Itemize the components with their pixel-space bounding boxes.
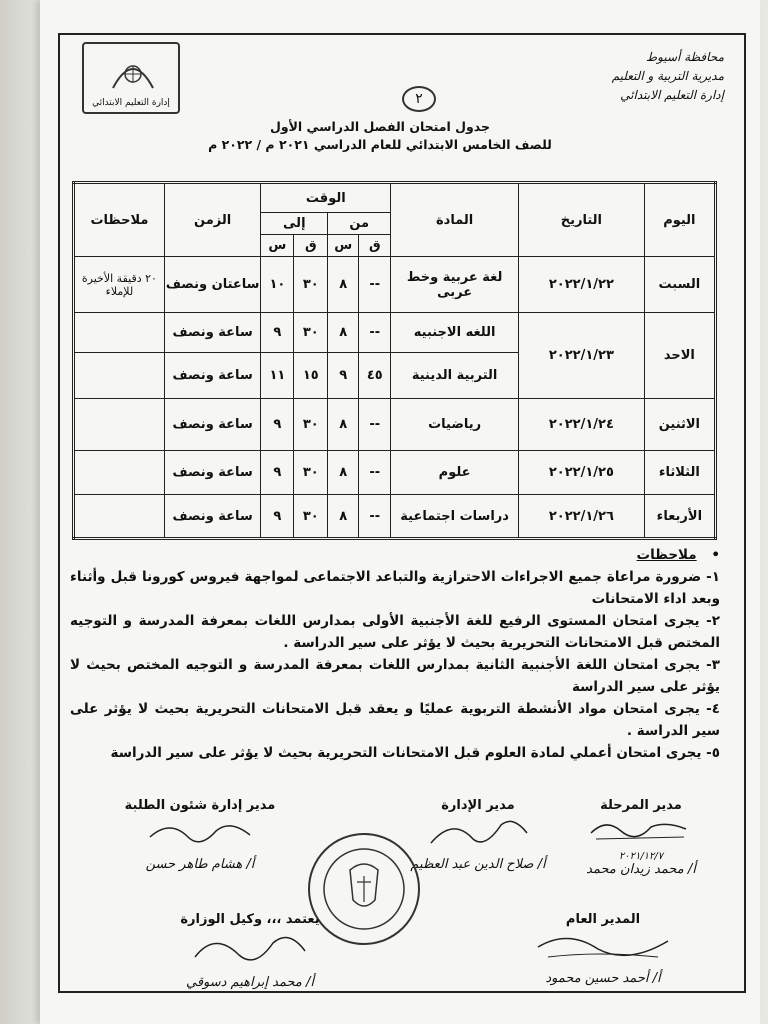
cell-from-s: ٩ xyxy=(328,353,359,399)
signature-name: أ/ صلاح الدين عبد العظيم xyxy=(410,857,546,872)
ministry-line: محافظة أسيوط xyxy=(646,50,724,64)
cell-from-s: ٨ xyxy=(328,451,359,495)
note-item: ٥- يجرى امتحان أعملي لمادة العلوم قبل الامتحانات التحريرية بحيث لا يؤثر على سير الدراسة xyxy=(110,745,720,761)
cell-subject: التربية الدينية xyxy=(391,353,519,399)
header-to: إلى xyxy=(261,213,328,235)
header-unit: ق xyxy=(359,235,391,257)
table-row xyxy=(74,313,716,353)
cell-note xyxy=(74,353,165,399)
header-notes: ملاحظات xyxy=(74,183,165,257)
handwritten-signature-icon xyxy=(423,813,533,853)
signature-title: مدير الإدارة xyxy=(441,798,515,813)
cell-day: السبت xyxy=(644,257,715,313)
table-row xyxy=(74,451,716,495)
handwritten-signature-icon xyxy=(586,813,696,847)
cell-subject: لغة عربية وخط عربى xyxy=(391,257,519,313)
header-time: الوقت xyxy=(261,183,391,213)
cell-to-s: ١١ xyxy=(261,353,294,399)
cell-note xyxy=(74,399,165,451)
cell-duration: ساعة ونصف xyxy=(164,353,261,399)
cell-to-q: ٣٠ xyxy=(294,313,328,353)
cell-to-q: ٣٠ xyxy=(294,399,328,451)
page-title xyxy=(200,118,560,154)
cell-from-q: -- xyxy=(359,495,391,539)
cell-duration: ساعة ونصف xyxy=(164,399,261,451)
cell-to-s: ٩ xyxy=(261,399,294,451)
cell-to-q: ٣٠ xyxy=(294,451,328,495)
cell-to-s: ٩ xyxy=(261,313,294,353)
header-subject: المادة xyxy=(391,183,519,257)
cell-note: ٢٠ دقيقة الأخيرة للإملاء xyxy=(74,257,165,313)
cell-day: الأربعاء xyxy=(644,495,715,539)
binder-edge xyxy=(0,0,40,1024)
cell-note xyxy=(74,451,165,495)
header-unit: ق xyxy=(294,235,328,257)
handwritten-signature-icon xyxy=(185,927,315,971)
cell-from-q: -- xyxy=(359,313,391,353)
cell-from-s: ٨ xyxy=(328,313,359,353)
cell-from-s: ٨ xyxy=(328,399,359,451)
cell-date: ٢٠٢٢/١/٢٢ xyxy=(519,257,645,313)
cell-day: الاثنين xyxy=(644,399,715,451)
cell-to-s: ٩ xyxy=(261,451,294,495)
ministry-line: إدارة التعليم الابتدائي xyxy=(620,88,724,102)
signature-name: أ/ محمد إبراهيم دسوقي xyxy=(186,975,314,990)
cell-to-q: ١٥ xyxy=(294,353,328,399)
cell-to-q: ٣٠ xyxy=(294,257,328,313)
table-row xyxy=(74,495,716,539)
cell-date: ٢٠٢٢/١/٢٤ xyxy=(519,399,645,451)
logo-text: إدارة التعليم الابتدائي xyxy=(92,98,170,108)
table-header-row xyxy=(74,183,716,213)
handwritten-signature-icon xyxy=(528,927,678,967)
signature-approval xyxy=(150,912,350,990)
cell-from-q: ٤٥ xyxy=(359,353,391,399)
cell-duration: ساعة ونصف xyxy=(164,451,261,495)
title-line-1: جدول امتحان الفصل الدراسي الأول xyxy=(269,119,491,134)
signature-name: أ/ محمد زيدان محمد xyxy=(586,862,696,877)
signature-student-affairs xyxy=(100,798,300,872)
cell-from-q: -- xyxy=(359,257,391,313)
cell-note xyxy=(74,495,165,539)
header-duration: الزمن xyxy=(164,183,261,257)
title-line-2: للصف الخامس الابتدائي للعام الدراسي ٢٠٢١ م / ٢٠٢٢ م xyxy=(208,137,552,152)
signature-title: مدير إدارة شئون الطلبة xyxy=(124,798,276,813)
directorate-logo xyxy=(82,42,180,114)
page-number: ٢ xyxy=(402,86,436,112)
cell-from-s: ٨ xyxy=(328,257,359,313)
signature-title: المدير العام xyxy=(565,912,641,927)
signature-name: أ/ هشام طاهر حسن xyxy=(145,857,255,872)
cell-to-s: ١٠ xyxy=(261,257,294,313)
exam-schedule-table xyxy=(72,181,717,540)
cell-date: ٢٠٢٢/١/٢٣ xyxy=(519,313,645,399)
header-day: اليوم xyxy=(644,183,715,257)
ministry-line: مديرية التربية و التعليم xyxy=(611,69,724,83)
cell-from-q: -- xyxy=(359,451,391,495)
cell-duration: ساعة ونصف xyxy=(164,495,261,539)
cell-from-s: ٨ xyxy=(328,495,359,539)
header-date: التاريخ xyxy=(519,183,645,257)
cell-subject: علوم xyxy=(391,451,519,495)
logo-emblem-icon xyxy=(108,50,158,90)
cell-subject: دراسات اجتماعية xyxy=(391,495,519,539)
note-item: ١- ضرورة مراعاة جميع الاجراءات الاحترازية والتباعد الاجتماعى لمواجهة فيروس كورونا قبل وأثناء وبعد اداء الامتحانات xyxy=(70,569,720,607)
note-item: ٣- يجرى امتحان اللغة الأجنبية الثانية بمدارس اللغات بمعرفة المدرسة و التوجيه المختص بحيث لا يؤثر على سير الدراسة xyxy=(70,657,720,695)
table-row xyxy=(74,399,716,451)
handwritten-signature-icon xyxy=(140,813,260,853)
signature-stage-director xyxy=(566,798,716,877)
cell-duration: ساعة ونصف xyxy=(164,313,261,353)
cell-from-q: -- xyxy=(359,399,391,451)
header-from: من xyxy=(328,213,391,235)
notes-section xyxy=(70,544,720,764)
cell-to-s: ٩ xyxy=(261,495,294,539)
ministry-header xyxy=(574,48,724,105)
cell-note xyxy=(74,313,165,353)
cell-day: الثلاثاء xyxy=(644,451,715,495)
signature-date: ٢٠٢١/١٢/٧ xyxy=(618,851,664,862)
cell-subject: رياضيات xyxy=(391,399,519,451)
cell-date: ٢٠٢٢/١/٢٦ xyxy=(519,495,645,539)
note-item: ٢- يجرى امتحان المستوى الرفيع للغة الأجنبية الأولى بمدارس اللغات بمعرفة المدرسة و التوجيه المختص قبل الامتحانات التحريرية بحيث لا يؤثر على سير الدراسة . xyxy=(70,613,720,651)
cell-date: ٢٠٢٢/١/٢٥ xyxy=(519,451,645,495)
cell-subject: اللغه الاجنبيه xyxy=(391,313,519,353)
signature-title: مدير المرحلة xyxy=(600,798,682,813)
note-item: ٤- يجرى امتحان مواد الأنشطة التربوية عمليًا و يعقد قبل الامتحانات التحريرية بحيث لا يؤثر على سير الدراسة . xyxy=(70,701,720,739)
table-row xyxy=(74,257,716,313)
cell-duration: ساعتان ونصف xyxy=(164,257,261,313)
header-unit: س xyxy=(328,235,359,257)
signature-general-director xyxy=(508,912,698,986)
cell-to-q: ٣٠ xyxy=(294,495,328,539)
notes-heading: • ملاحظات xyxy=(636,547,720,563)
signature-title: يعتمد ،،، وكيل الوزارة xyxy=(180,912,320,927)
signature-name: أ/ أحمد حسين محمود xyxy=(545,971,661,986)
header-unit: س xyxy=(261,235,294,257)
cell-day: الاحد xyxy=(644,313,715,399)
